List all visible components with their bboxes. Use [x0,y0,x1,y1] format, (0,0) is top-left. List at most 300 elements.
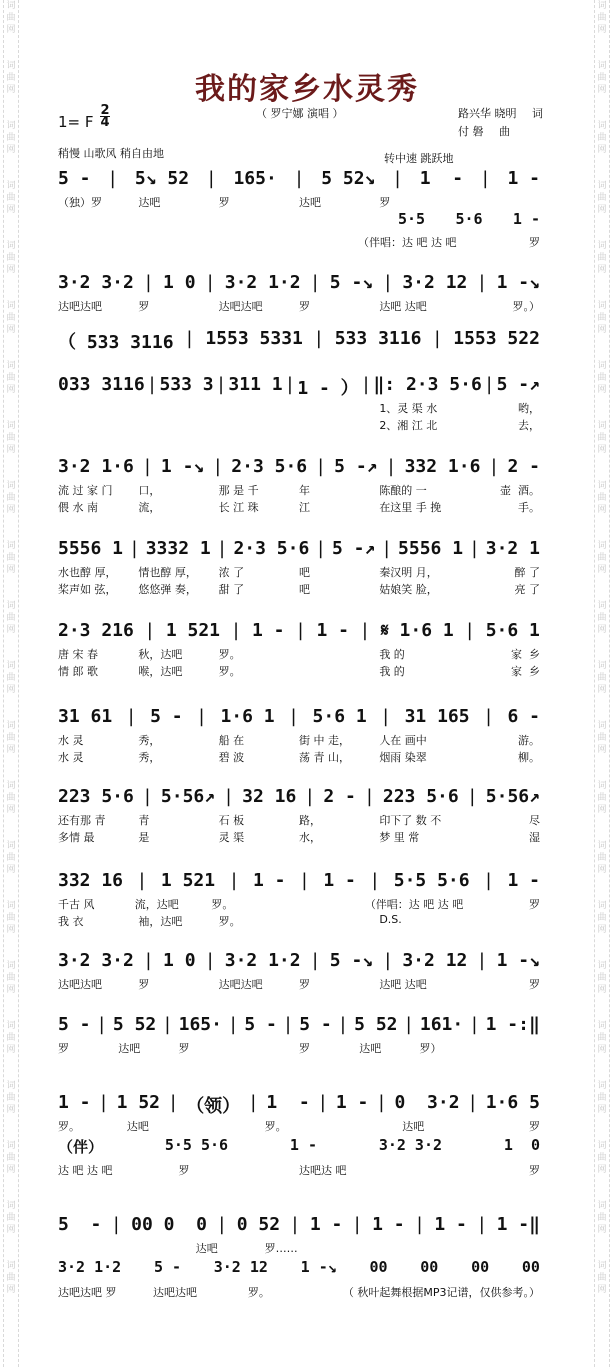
watermark-glyph: 词 [6,61,16,71]
lyric-text: 秀， [138,751,161,764]
bar-line: | [483,870,494,891]
watermark-glyph: 曲 [597,673,607,683]
lyric-text [127,1240,196,1256]
lyric-text: 喉，达吧 [138,665,183,678]
watermark-glyph: 曲 [597,733,607,743]
lyric-text: 流， [138,501,161,514]
notes-row [58,1214,540,1235]
key-signature: 1= F [58,113,94,131]
lyric-text [58,400,138,416]
bar-line: | [363,786,375,807]
measure: 31 165 [404,706,470,727]
lyric-text: 达吧 [402,1120,425,1133]
watermark-glyph: 词 [597,481,607,491]
bar-line: | [414,1214,425,1235]
watermark-glyph: 曲 [597,1093,607,1103]
lyric-text: 浓 了 [218,566,245,579]
measure: 1 -↘ [496,950,540,971]
lyric-text: 路， [298,814,321,827]
watermark-glyph: 网 [597,25,607,35]
lyric-text: 罗 [529,1120,541,1133]
watermark-strip-right [594,0,610,1367]
measure: 533 3 [159,374,214,395]
composer-names: 付 磐 [458,125,484,138]
time-signature-top: 2 [100,103,110,118]
bar-line: | [467,1092,479,1113]
watermark-glyph: 词 [597,601,607,611]
bar-line: | [317,1092,329,1113]
watermark-glyph: 词 [6,241,16,251]
composer-credit [458,123,510,139]
watermark-glyph: 词 [6,1021,16,1031]
bar-line: | [216,538,228,559]
measure: 3·2 3·2 [58,950,134,971]
watermark-glyph: 网 [597,745,607,755]
lyric-text: 我 的 [379,665,405,678]
measure: 1 - [507,870,540,891]
bar-line: | [125,706,137,727]
lyric-text: 江 [298,501,310,514]
measure: 5 -↗ [334,456,378,477]
bar-line: | [431,328,443,349]
lyric-text [333,1240,402,1256]
lyric-text: 唐 宋 春 [58,648,98,661]
measure: 5·6 1 [485,620,540,641]
measure: 3·2 1 [485,538,540,559]
watermark-glyph: 曲 [6,373,16,383]
song-title: 我的家乡水灵秀 [195,72,419,107]
watermark-glyph: 网 [597,265,607,275]
lyric-text: 达吧达吧 [58,978,102,991]
watermark-glyph: 网 [6,445,16,455]
measure: 1·6 5 [485,1092,540,1113]
lyric-line [58,646,540,662]
measure: 165· [233,168,277,189]
bar-line: | [315,538,327,559]
bar-line: | [483,706,494,727]
lyric-text: 水也醇 厚， [58,566,117,579]
lyric-text: 碧 波 [218,751,245,764]
measure: 2·3 216 [58,620,134,641]
watermark-glyph: 网 [597,625,607,635]
watermark-glyph: 曲 [597,1273,607,1283]
lyric-text [471,1240,540,1256]
bar-line: | [403,1014,415,1035]
measure: 1 0 [503,1136,540,1154]
bar-line: | [143,272,154,293]
lyric-text: 流，达吧 [134,898,179,911]
watermark-glyph: 网 [6,925,16,935]
bar-line: | [476,1214,488,1235]
bar-line: | [230,620,242,641]
measure: 1 - [309,1214,343,1235]
measure: 165· [178,1014,222,1035]
lyric-text: 姑娘笑 脸， [379,583,438,596]
measure: 5 -↘ [329,950,374,971]
measure: 1 0 [163,272,196,293]
watermark-glyph: 曲 [597,133,607,143]
lyric-text: 多情 最 [58,831,95,844]
lyric-text: 湿 [528,831,540,844]
measure: ‖: 2·3 5·6 [373,374,482,395]
watermark-glyph: 网 [6,505,16,515]
watermark-glyph: 网 [597,1165,607,1175]
watermark-glyph: 曲 [597,493,607,503]
lyric-text: 甜 了 [218,583,245,596]
accompaniment-lyric-line [58,1284,540,1300]
bar-line: | [228,870,240,891]
bar-line: | [247,1092,259,1113]
measure: 223 5·6 [58,786,134,807]
measure: 𝄋 1·6 1 [380,620,454,641]
lyric-text: 罗 [529,236,540,249]
lyric-text: （伴唱：达 吧 达 吧 [364,898,464,911]
bar-line: | [143,950,154,971]
measure: 5556 1 [58,538,124,559]
watermark-glyph: 曲 [6,553,16,563]
bar-line: | [96,1014,108,1035]
measure: 332 1·6 [404,456,481,477]
lyric-text: 罗 [58,1042,69,1055]
bar-line: | [313,328,325,349]
lyric-text: 秦汉明 月， [379,566,438,579]
measure: 3·2 12 [402,950,468,971]
watermark-glyph: 曲 [6,433,16,443]
bar-line: | [282,1014,294,1035]
lyric-text [138,417,218,433]
lyric-text: 吧 [298,566,310,579]
lyric-text: 情也醇 厚， [138,566,197,579]
watermark-glyph: 网 [6,1225,16,1235]
measure: 1 -↘ [160,456,205,477]
bar-line: | [469,1014,480,1035]
watermark-glyph: 网 [597,445,607,455]
watermark-glyph: 网 [597,205,607,215]
watermark-glyph: 词 [6,661,16,671]
bar-line: | [136,870,148,891]
watermark-glyph: 曲 [6,613,16,623]
lyric-line [58,482,540,498]
lyric-text: 秋，达吧 [138,648,183,661]
watermark-glyph: 网 [597,985,607,995]
lyric-text: （独）罗 [58,196,102,209]
notes-row [58,538,540,559]
watermark-glyph: 曲 [6,853,16,863]
notes-row [58,620,540,641]
bar-line: | [382,272,394,293]
measure: 5 - [58,1214,102,1235]
lyric-text: （伴唱：达 吧 达 吧 [358,236,457,249]
measure: 5 - [153,1258,182,1276]
lyric-text [299,913,379,929]
measure: 31 61 [58,706,113,727]
lyric-line [58,829,540,845]
watermark-glyph: 词 [597,301,607,311]
measure: 2 - [323,786,356,807]
watermark-glyph: 曲 [6,193,16,203]
bar-line: | [204,272,216,293]
lyric-text: 长 江 珠 [218,501,259,514]
measure: 533 3116 [334,328,422,349]
measure: 5·5 [398,210,426,228]
lyric-text: 哟， [517,402,540,415]
measure: 5 -↗ [496,374,540,395]
watermark-glyph: 词 [597,61,607,71]
measure: 5·5 5·6 [164,1136,229,1154]
watermark-glyph: 曲 [6,313,16,323]
measure: 1 - [323,870,356,891]
measure: 3·2 1·2 [58,1258,122,1276]
notes-row [58,272,540,293]
lyric-text: 罗 [299,1042,310,1055]
lyric-text: 达吧 [195,1242,218,1255]
watermark-glyph: 网 [597,925,607,935]
lyric-text: 2、湘 江 北 [379,419,438,432]
measure: 3·2 3·2 [378,1136,443,1154]
lyric-text: 罗 [138,300,150,313]
accompaniment-notes-row [398,210,540,228]
bar-line: | [376,1092,387,1113]
measure: 1 - [266,1092,310,1113]
watermark-glyph: 网 [6,625,16,635]
watermark-glyph: 网 [597,1225,607,1235]
lyric-text [460,913,540,929]
measure: 1 -‖ [496,1214,540,1235]
bar-line: | [382,950,394,971]
watermark-glyph: 曲 [597,613,607,623]
lyric-line [58,400,540,416]
lyric-text: 亮 了 [514,583,540,596]
watermark-glyph: 词 [6,421,16,431]
notes-row [58,1092,540,1118]
lyric-text: 罗 [298,978,310,991]
bar-line: | [468,538,480,559]
lyric-text: 罗。 [58,1120,80,1133]
bar-line: | [369,870,381,891]
lyric-text: 去， [517,419,540,432]
bar-line: | [309,272,321,293]
watermark-glyph: 词 [597,1261,607,1271]
watermark-glyph: 词 [597,901,607,911]
watermark-glyph: 词 [6,301,16,311]
notes-row [58,786,540,807]
measure: 3·2 3·2 [58,272,134,293]
watermark-glyph: 词 [597,781,607,791]
watermark-glyph: 词 [6,1201,16,1211]
measure: 2·3 5·6 [231,456,308,477]
watermark-glyph: 词 [6,721,16,731]
measure: （ 533 3116 [58,332,174,353]
watermark-glyph: 曲 [6,1273,16,1283]
lyric-text [299,663,379,679]
watermark-glyph: 曲 [6,1033,16,1043]
lyric-text: 醉 了 [514,566,540,579]
lyric-text: 我 衣 [58,915,84,928]
lyric-text: 人在 画中 [379,734,427,747]
lyric-text [196,1118,265,1134]
lyric-line [58,749,540,765]
bar-line: | [479,168,491,189]
measure: 00 [471,1258,490,1276]
lyric-text: 达吧达吧 [218,300,263,313]
watermark-glyph: 曲 [6,673,16,683]
watermark-glyph: 网 [597,865,607,875]
bar-line: | [337,1014,349,1035]
watermark-glyph: 网 [597,1045,607,1055]
measure: 5 - [299,1014,332,1035]
lyric-text: 青 [138,814,150,827]
measure: 5·6 1 [312,706,367,727]
measure: 5↘ 52 [134,168,190,189]
lyric-text [402,1240,471,1256]
watermark-glyph: 词 [597,541,607,551]
lyric-text: 流 过 家 门 [58,484,113,497]
accompaniment-lyric-line [358,234,540,250]
lyric-text: 达吧 [298,196,321,209]
bar-line: | [144,620,156,641]
watermark-glyph: 网 [6,1105,16,1115]
watermark-glyph: 曲 [6,733,16,743]
lyric-text: 家 乡 [510,665,540,678]
lyric-text: 袖，达吧 [138,915,183,928]
measure: 6 - [507,706,540,727]
lyric-text: 罗 [528,978,540,991]
lyric-text: 达吧 [138,196,161,209]
lyric-text: 我 的 [379,648,405,661]
lyric-text: 达吧达吧 [58,300,102,313]
measure: 2·3 5·6 [233,538,310,559]
lyric-text: 在这里 手 挽 [379,501,442,514]
watermark-glyph: 网 [597,1285,607,1295]
measure: 1553 5331 [205,328,303,349]
bar-line: | [98,1092,110,1113]
time-signature [100,105,110,128]
bar-line: | [466,786,478,807]
watermark-glyph: 曲 [597,913,607,923]
lyric-text: 偎 水 南 [58,501,98,514]
lyric-text: 达吧达 吧 [299,1164,347,1177]
bar-line: | [476,950,488,971]
lyric-text: 罗 [529,1164,540,1177]
lyric-text: 罗 [178,1164,190,1177]
lyric-line [58,499,540,515]
watermark-glyph: 词 [597,421,607,431]
watermark-glyph: 曲 [6,133,16,143]
measure: 3332 1 [145,538,211,559]
watermark-glyph: 词 [597,361,607,371]
bar-line: | [141,786,153,807]
watermark-glyph: 曲 [597,793,607,803]
bar-line: | [216,1214,228,1235]
measure: 5 52 [354,1014,398,1035]
measure: 1 - [372,1214,405,1235]
measure: 5 - [58,1014,91,1035]
measure: 1 - [419,168,464,189]
watermark-glyph: 词 [597,1081,607,1091]
lyricist-role: 词 [532,107,543,120]
lyric-text: 水， [298,831,321,844]
measure: 161· [419,1014,464,1035]
watermark-glyph: 网 [6,685,16,695]
watermark-glyph: 曲 [597,553,607,563]
watermark-glyph: 曲 [6,793,16,803]
singer-credit: （ 罗宁娜 演唱 ） [256,107,344,120]
lyric-text: 罗。 [211,898,234,911]
lyricist-credit [458,105,543,121]
watermark-glyph: 网 [597,805,607,815]
measure: 1 -↘ [300,1258,337,1276]
measure: （领） [186,1096,241,1117]
lyric-line [58,812,540,828]
lyric-text: 荡 青 山， [298,751,350,764]
lyric-text: 口， [138,484,161,497]
watermark-glyph: 网 [6,985,16,995]
watermark-glyph: 网 [6,805,16,815]
measure: 5 52 [112,1014,157,1035]
measure: 2 - [507,456,540,477]
lyricist-names: 路兴华 晓明 [458,107,517,120]
measure: 1 - [512,210,540,228]
notes-row [58,1014,540,1035]
watermark-glyph: 网 [597,685,607,695]
watermark-glyph: 词 [597,1,607,11]
watermark-glyph: 网 [6,85,16,95]
bar-line: | [299,870,310,891]
watermark-glyph: 词 [6,781,16,791]
watermark-glyph: 曲 [6,1153,16,1163]
watermark-glyph: 词 [6,181,16,191]
lyric-line [58,1040,540,1056]
measure: 00 [420,1258,439,1276]
watermark-glyph: 曲 [597,253,607,263]
watermark-glyph: 词 [597,241,607,251]
lyric-text: 达吧 达吧 [379,978,427,991]
lyric-text: 陈酿的 一 [379,484,427,497]
lyric-text [299,400,379,416]
lyric-line [58,564,540,580]
measure: 00 [521,1258,540,1276]
lyric-text [460,194,540,210]
lyric-text: 1、灵 渠 水 [379,402,438,415]
lyric-line [58,913,540,929]
bar-line: | [360,374,372,395]
watermark-glyph: 曲 [597,73,607,83]
watermark-glyph: 网 [597,565,607,575]
accompaniment-lyric-line [58,1162,540,1178]
lyric-text: 手。 [517,501,540,514]
bar-line: | [227,1014,239,1035]
watermark-glyph: 曲 [597,433,607,443]
measure: 1 - [316,620,349,641]
watermark-glyph: 曲 [6,73,16,83]
measure: 1 - ） [297,378,359,399]
measure: 1 - [289,1136,317,1154]
measure: 1 -:‖ [485,1014,540,1035]
measure: 5·5 5·6 [393,870,470,891]
bar-line: | [196,706,207,727]
watermark-glyph: 曲 [597,853,607,863]
watermark-glyph: 词 [597,661,607,671]
watermark-glyph: 词 [597,961,607,971]
lyric-text [58,1240,127,1256]
watermark-strip-left [3,0,19,1367]
lyric-text: 水 灵 [58,751,84,764]
bar-line: | [483,374,495,395]
watermark-glyph: 网 [597,1105,607,1115]
watermark-glyph: 词 [6,1141,16,1151]
measure: 1 - [251,620,285,641]
bar-line: | [380,706,392,727]
